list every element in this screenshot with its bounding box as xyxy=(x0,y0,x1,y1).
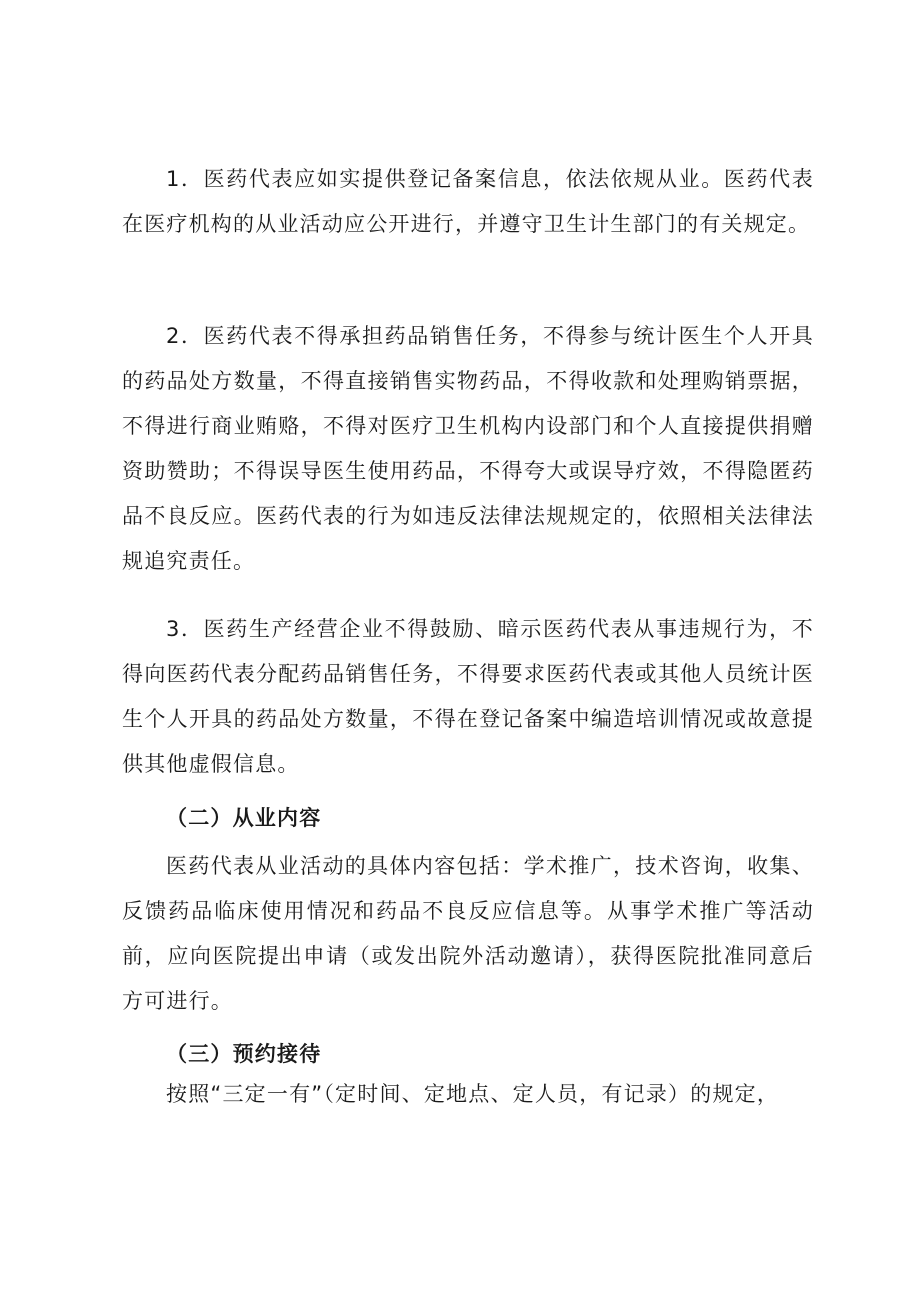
paragraph-appointment-reception: 按照“三定一有”（定时间、定地点、定人员，有记录）的规定， xyxy=(166,1082,780,1106)
paragraph-practice-content: 医药代表从业活动的具体内容包括：学术推广，技术咨询，收集、反馈药品临床使用情况和药品不良反应信息等。从事学术推广等活动前，应向医院提出申请（或发出院外活动邀请），获得医院批准同意后方可进行。 xyxy=(122,854,814,1013)
section-heading-practice-content: （二）从业内容 xyxy=(166,806,322,830)
section-heading-appointment-reception: （三）预约接待 xyxy=(166,1042,322,1066)
paragraph-rule-1: 1．医药代表应如实提供登记备案信息，依法依规从业。医药代表在医疗机构的从业活动应公开进行，并遵守卫生计生部门的有关规定。 xyxy=(122,167,814,236)
paragraph-rule-2: 2．医药代表不得承担药品销售任务，不得参与统计医生个人开具的药品处方数量，不得直接销售实物药品，不得收款和处理购销票据，不得进行商业贿赂，不得对医疗卫生机构内设部门和个人直接提供捐赠资助赞助；不得误导医生使用药品，不得夸大或误导疗效，不得隐匿药品不良反应。医药代表的行为如违反法律法规规定的，依照相关法律法规追究责任。 xyxy=(122,324,814,573)
paragraph-rule-3: 3．医药生产经营企业不得鼓励、暗示医药代表从事违规行为，不得向医药代表分配药品销售任务，不得要求医药代表或其他人员统计医生个人开具的药品处方数量，不得在登记备案中编造培训情况或故意提供其他虚假信息。 xyxy=(122,617,814,776)
